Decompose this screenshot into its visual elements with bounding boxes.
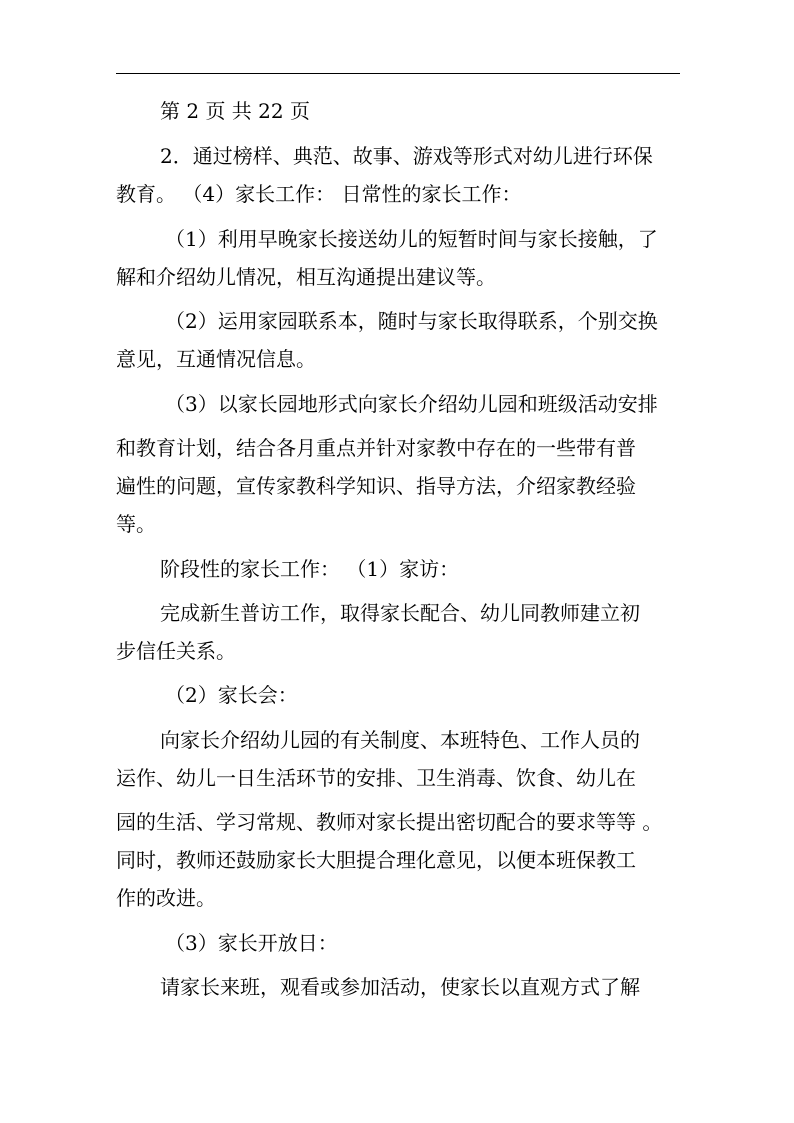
text-line: 步信任关系。 — [116, 639, 236, 663]
text-line: 园的生活、学习常规、教师对家长提出密切配合的要求等等 。 — [116, 810, 663, 834]
text-line: （3）以家长园地形式向家长介绍幼儿园和班级活动安排 — [165, 392, 658, 416]
page-number-header: 第 2 页 共 22 页 — [160, 99, 310, 123]
text-line: （2）家长会： — [165, 683, 298, 707]
text-line: 向家长介绍幼儿园的有关制度、本班特色、工作人员的 — [160, 728, 640, 752]
text-line: 遍性的问题，宣传家教科学知识、指导方法，介绍家教经验 — [116, 474, 636, 498]
text-line: 请家长来班，观看或参加活动，使家长以直观方式了解 — [160, 975, 640, 999]
text-line: 解和介绍幼儿情况，相互沟通提出建议等。 — [116, 265, 496, 289]
header-rule — [116, 73, 680, 74]
text-line: （3）家长开放日： — [165, 931, 338, 955]
text-line: 阶段性的家长工作： （1）家访： — [160, 557, 460, 581]
text-line: 等。 — [116, 512, 156, 536]
text-line: （2）运用家园联系本，随时与家长取得联系，个别交换 — [165, 309, 658, 333]
text-line: 作的改进。 — [116, 886, 216, 910]
text-line: 2．通过榜样、典范、故事、游戏等形式对幼儿进行环保 — [160, 144, 653, 168]
text-line: 运作、幼儿一日生活环节的安排、卫生消毒、饮食、幼儿在 — [116, 766, 636, 790]
text-line: （1）利用早晚家长接送幼儿的短暂时间与家长接触，了 — [165, 227, 658, 251]
text-line: 同时，教师还鼓励家长大胆提合理化意见，以便本班保教工 — [116, 848, 636, 872]
text-line: 完成新生普访工作，取得家长配合、幼儿同教师建立初 — [160, 601, 640, 625]
text-line: 教育。 （4）家长工作： 日常性的家长工作： — [116, 182, 522, 206]
text-line: 和教育计划，结合各月重点并针对家教中存在的一些带有普 — [116, 436, 636, 460]
text-line: 意见，互通情况信息。 — [116, 347, 316, 371]
